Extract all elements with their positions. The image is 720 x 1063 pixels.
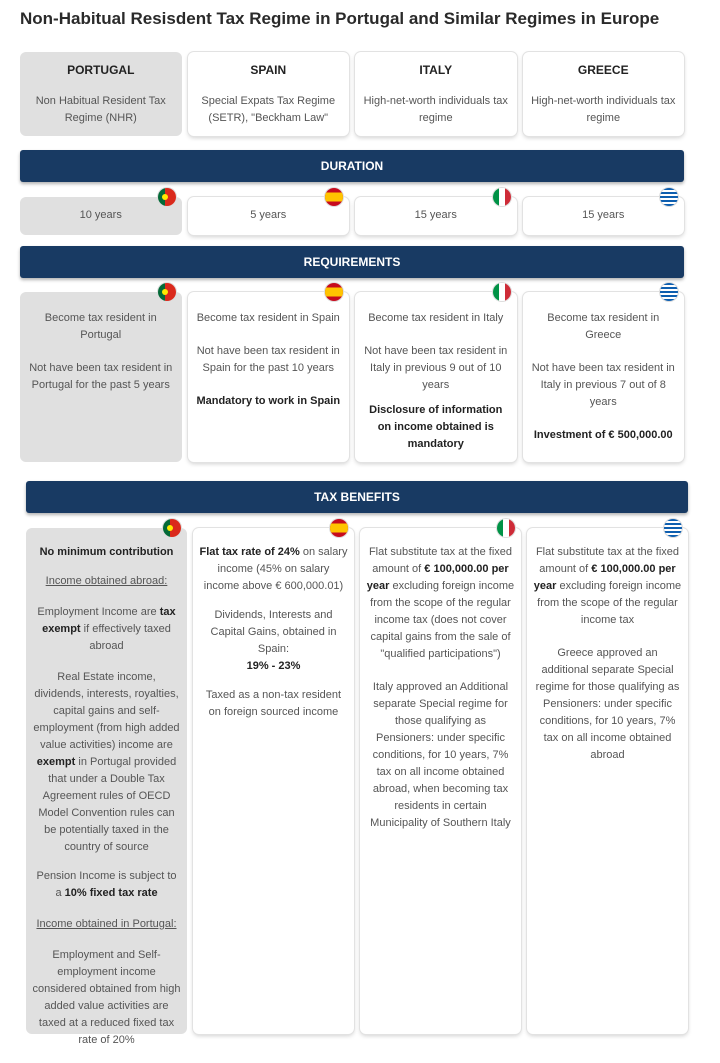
duration-value: 10 years xyxy=(79,209,122,221)
duration-spain xyxy=(188,197,350,235)
benefits-spain xyxy=(193,528,354,1034)
italy-flag-icon xyxy=(497,519,515,537)
benefit-text: Employment and Self-employment income considered obtained from high added value activities are taxed at a reduced fixed tax rate of 20% xyxy=(32,949,181,1046)
spain-flag-icon xyxy=(325,283,343,301)
requirements-greece xyxy=(523,292,685,462)
requirement-item-highlight: Mandatory to work in Spain xyxy=(196,395,341,407)
requirement-item: Not have been tax resident in Spain for the past 10 years xyxy=(196,345,340,374)
benefits-portugal xyxy=(26,528,187,1046)
benefit-text: Dividends, Interests and Capital Gains, obtained in Spain: 19% - 23% xyxy=(210,609,337,672)
country-header-spain xyxy=(188,52,350,136)
requirements-row xyxy=(20,292,684,462)
requirement-item: Become tax resident in Italy xyxy=(368,312,504,324)
requirements-italy xyxy=(355,292,517,462)
requirement-item: Become tax resident in Spain xyxy=(196,312,340,324)
requirements-spain xyxy=(188,292,350,462)
benefit-subheading: Income obtained in Portugal: xyxy=(36,918,177,930)
country-header-italy xyxy=(355,52,517,136)
portugal-flag-icon xyxy=(158,283,176,301)
benefit-text: Italy approved an Additional separate Special regime for those qualifying as Pensioners: under specific conditions, for 10 years, 7% tax on all income obtained abroad, when becoming tax residents in certain Municipality of Southern Italy xyxy=(370,681,511,829)
regime-name: Non Habitual Resident Tax Regime (NHR) xyxy=(35,95,166,124)
requirement-item: Not have been tax resident in Italy in previous 7 out of 8 years xyxy=(531,362,675,408)
regime-name: High-net-worth individuals tax regime xyxy=(363,95,508,124)
country-header-row xyxy=(20,52,684,136)
benefit-subheading: Income obtained abroad: xyxy=(45,575,168,587)
country-name: SPAIN xyxy=(250,63,287,77)
duration-italy xyxy=(355,197,517,235)
duration-value: 15 years xyxy=(582,209,625,221)
country-name: ITALY xyxy=(419,63,453,77)
portugal-flag-icon xyxy=(163,519,181,537)
greece-flag-icon xyxy=(664,519,682,537)
benefit-text: Flat substitute tax at the fixed amount of € 100,000.00 per year excluding foreign income from the scope of the regular income tax (does not cover capital gains from the sale of "qualified participations") xyxy=(366,546,515,660)
requirement-item: Not have been tax resident in Portugal for the past 5 years xyxy=(29,362,173,391)
section-bar-requirements: REQUIREMENTS xyxy=(20,246,684,278)
greece-flag-icon xyxy=(660,283,678,301)
requirement-item: Not have been tax resident in Italy in previous 9 out of 10 years xyxy=(364,345,508,391)
section-bar-duration: DURATION xyxy=(20,150,684,182)
portugal-flag-icon xyxy=(158,188,176,206)
country-name: PORTUGAL xyxy=(67,63,135,77)
duration-value: 5 years xyxy=(250,209,287,221)
spain-flag-icon xyxy=(330,519,348,537)
benefit-text: Taxed as a non-tax resident on foreign sourced income xyxy=(205,689,342,718)
requirement-item-highlight: Disclosure of information on income obtained is mandatory xyxy=(369,404,503,450)
country-header-greece xyxy=(523,52,685,136)
benefit-text: Flat substitute tax at the fixed amount of € 100,000.00 per year excluding foreign income from the scope of the regular income tax xyxy=(533,546,682,626)
benefits-greece xyxy=(527,528,688,1034)
duration-portugal xyxy=(20,197,182,235)
greece-flag-icon xyxy=(660,188,678,206)
benefit-text: Real Estate income, dividends, interests, royalties, capital gains and self-employment (from high added value activities) income are exempt in Portugal provided that under a Double Tax Agreement rules of OECD Model Convention rules can be potentially taxed in the country of source xyxy=(33,671,180,853)
benefit-text: Flat tax rate of 24% on salary income (45% on salary income above € 600,000.01) xyxy=(199,546,348,592)
benefit-text: No minimum contribution xyxy=(39,546,174,558)
benefits-italy xyxy=(360,528,521,1034)
benefit-text: Employment Income are tax exempt if effectively taxed abroad xyxy=(37,606,176,652)
requirements-portugal xyxy=(20,292,182,462)
italy-flag-icon xyxy=(493,283,511,301)
country-name: GREECE xyxy=(577,63,629,77)
page-title: Non-Habitual Resisdent Tax Regime in Portugal and Similar Regimes in Europe xyxy=(20,9,660,28)
duration-value: 15 years xyxy=(414,209,457,221)
spain-flag-icon xyxy=(325,188,343,206)
requirement-item: Become tax resident in Greece xyxy=(547,312,660,341)
duration-greece xyxy=(523,197,685,235)
regime-name: High-net-worth individuals tax regime xyxy=(531,95,676,124)
country-header-portugal xyxy=(20,52,182,136)
duration-row xyxy=(20,197,684,235)
requirement-item-highlight: Investment of € 500,000.00 xyxy=(533,429,673,441)
benefit-text: Greece approved an additional separate Special regime for those qualifying as Pensioners: under specific conditions, for 10 years, 7% tax on all income obtained abroad xyxy=(535,647,680,761)
italy-flag-icon xyxy=(493,188,511,206)
regime-name: Special Expats Tax Regime (SETR), "Beckham Law" xyxy=(201,95,336,124)
tax-benefits-row xyxy=(26,528,688,1046)
requirement-item: Become tax resident in Portugal xyxy=(44,312,157,341)
benefit-text: Pension Income is subject to a 10% fixed tax rate xyxy=(36,870,177,899)
section-bar-tax-benefits: TAX BENEFITS xyxy=(26,481,688,513)
